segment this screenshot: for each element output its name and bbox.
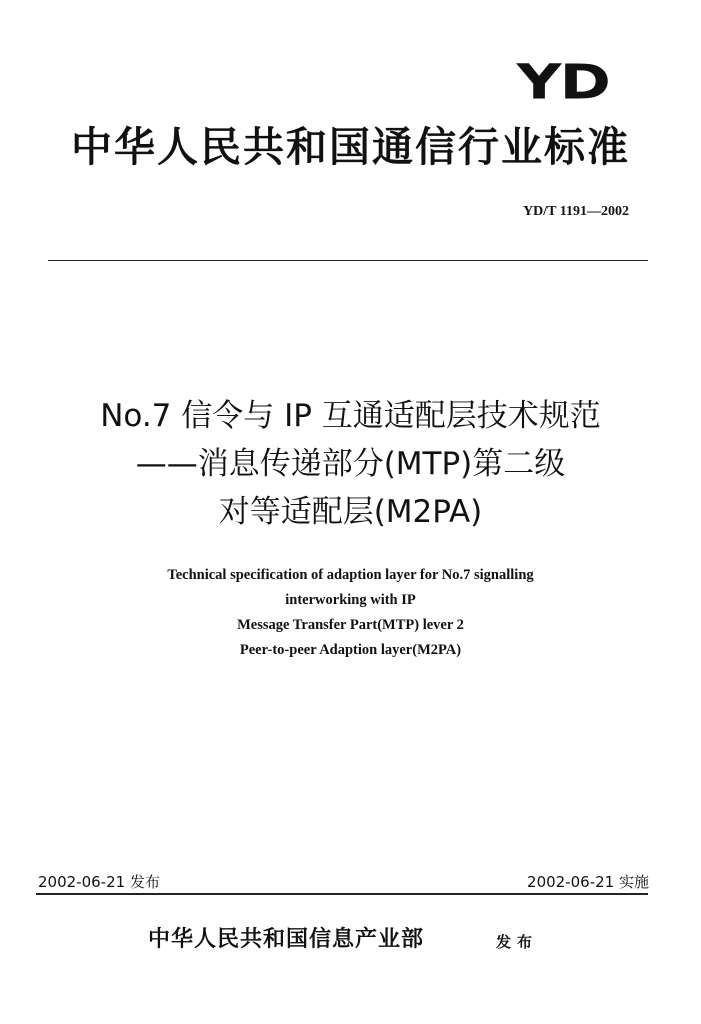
english-title-line-1: Technical specification of adaption layer for No.7 signalling: [167, 567, 534, 583]
english-title-line-2: interworking with IP: [285, 592, 416, 608]
issue-date: 2002-06-21 发布: [38, 873, 160, 891]
chinese-title-line-2: ——消息传递部分(MTP)第二级: [135, 446, 566, 482]
chinese-title-line-3: 对等适配层(M2PA): [218, 494, 483, 530]
publisher-name: 中华人民共和国信息产业部: [148, 926, 425, 952]
chinese-title-line-1: No.7 信令与 IP 互通适配层技术规范: [100, 398, 601, 434]
standard-number: YD/T 1191—2002: [523, 204, 629, 219]
english-title: [0, 563, 701, 663]
english-title-line-3: Message Transfer Part(MTP) lever 2: [237, 617, 464, 633]
publish-label: 发布: [496, 933, 539, 951]
english-title-line-4: Peer-to-peer Adaption layer(M2PA): [239, 642, 462, 658]
yd-logo: YD: [516, 53, 609, 111]
chinese-title: [0, 392, 701, 536]
top-divider: [48, 260, 648, 261]
organization-title: 中华人民共和国通信行业标准: [71, 123, 630, 171]
implementation-date: 2002-06-21 实施: [527, 873, 649, 891]
bottom-divider: [36, 893, 648, 895]
